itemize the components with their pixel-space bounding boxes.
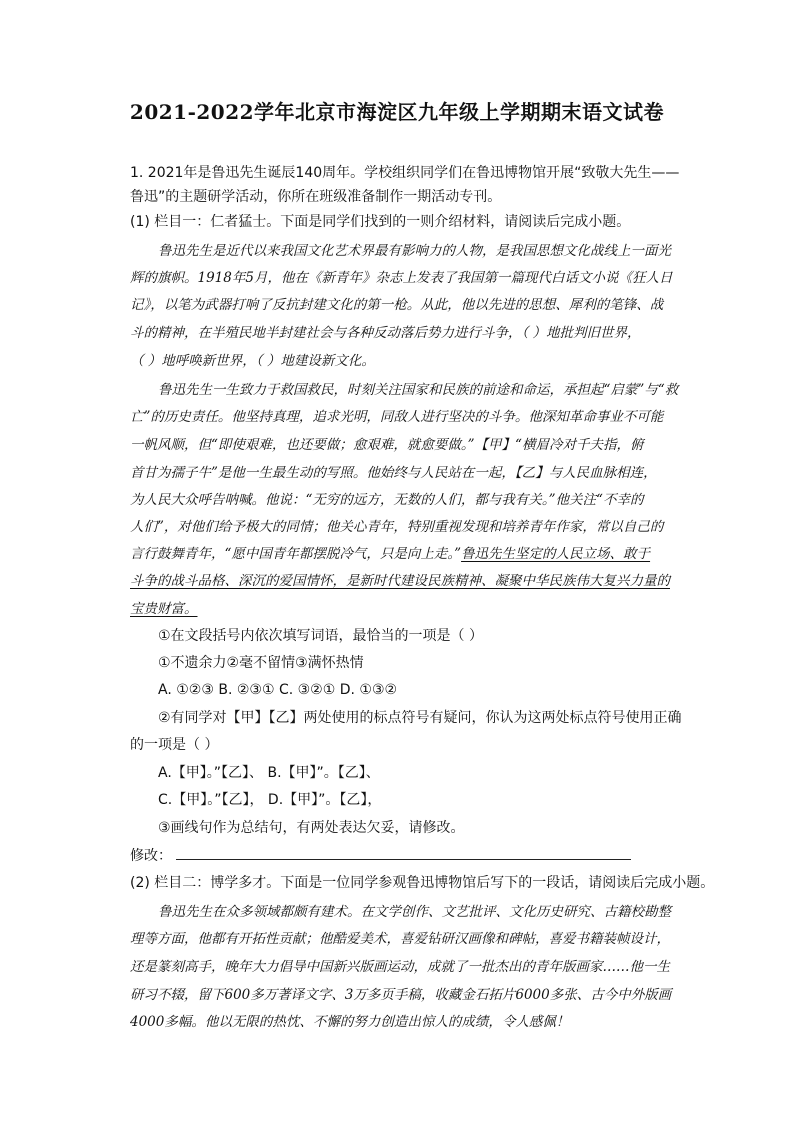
- passage1-line: （ ）地呼唤新世界，（ ）地建设新文化。: [130, 353, 375, 369]
- passage3-line: 还是篆刻高手，晚年大力倡导中国新兴版画运动，成就了一批杰出的青年版画家……他一生: [130, 959, 670, 975]
- passage2-line: [130, 543, 650, 565]
- page-title: 2021-2022学年北京市海淀区九年级上学期期末语文试卷: [129, 100, 665, 124]
- passage1-line: 记》，以笔为武器打响了反抗封建文化的第一枪。从此，他以先进的思想、犀利的笔锋、战: [130, 297, 664, 313]
- sub1-question: ①在文段括号内依次填写词语，最恰当的一项是（ ）: [158, 628, 483, 644]
- sub1-options: A. ①②③ B. ②③① C. ③②① D. ①③②: [158, 682, 398, 698]
- sub2-question-line-2: 的一项是（ ）: [130, 737, 219, 753]
- q1-intro-line-1: 1. 2021年是鲁迅先生诞辰140周年。学校组织同学们在鲁迅博物馆开展“致敬大先生——: [130, 165, 680, 181]
- passage3-line: 鲁迅先生在众多领域都颇有建术。在文学创作、文艺批评、文化历史研究、古籍校勘整: [158, 904, 671, 920]
- passage2-line: 亡”的历史责任。他坚持真理，追求光明，同敌人进行坚决的斗争。他深知革命事业不可能: [130, 409, 664, 425]
- sub2-options-ab: A.【甲】。”【乙】、 B.【甲】”。【乙】、: [158, 765, 380, 781]
- q1-intro-line-2: 鲁迅”的主题研学活动，你所在班级准备制作一期活动专刊。: [130, 189, 502, 205]
- passage2-text: 言行鼓舞青年，“愿中国青年都摆脱冷气，只是向上走。”: [130, 546, 462, 562]
- passage1-line: 辉的旗帜。1918年5月，他在《新青年》杂志上发表了我国第一篇现代白话文小说《狂人日: [130, 270, 673, 286]
- passage3-line: 研习不辍，留下600多万著译文字、3万多页手稿，收藏金石拓片6000多张、古今中外版画: [130, 987, 672, 1003]
- passage2-line: 为人民大众呼告呐喊。他说：“无穷的远方，无数的人们，都与我有关。”他关注“不幸的: [130, 492, 644, 508]
- part1-heading: (1) 栏目一：仁者猛士。下面是同学们找到的一则介绍材料，请阅读后完成小题。: [130, 214, 631, 230]
- passage2-line: 首甘为孺子牛”是他一生最生动的写照。他始终与人民站在一起，【乙】与人民血脉相连，: [130, 465, 657, 481]
- underlined-sentence-part: 宝贵财富。: [130, 601, 198, 617]
- underlined-sentence-part: 鲁迅先生坚定的人民立场、敢于: [461, 546, 651, 562]
- part2-heading: (2) 栏目二：博学多才。下面是一位同学参观鲁迅博物馆后写下的一段话，请阅读后完成小题。: [130, 875, 715, 891]
- passage3-line: 4000多幅。他以无限的热忱、不懈的努力创造出惊人的成绩，令人感佩！: [130, 1014, 570, 1030]
- sub1-word-list: ①不遗余力②毫不留情③满怀热情: [158, 655, 364, 671]
- revise-line: [130, 845, 631, 867]
- sub2-question-line-1: ②有同学对【甲】【乙】两处使用的标点符号有疑问，你认为这两处标点符号使用正确: [158, 710, 682, 726]
- underlined-sentence-part: 斗争的战斗品格、深沉的爱国情怀，是新时代建设民族精神、凝聚中华民族伟大复兴力量的: [130, 573, 670, 589]
- revise-label: 修改：: [130, 848, 172, 864]
- passage2-line: 鲁迅先生一生致力于救国救民，时刻关注国家和民族的前途和命运，承担起“启蒙”与“救: [158, 382, 679, 398]
- passage1-line: 斗的精神，在半殖民地半封建社会与各种反动落后势力进行斗争，（ ）地批判旧世界，: [130, 325, 641, 341]
- sub2-options-cd: C.【甲】。”【乙】， D.【甲】”。【乙】，: [158, 792, 382, 808]
- passage2-line: 一帆风顺，但“即使艰难，也还要做；愈艰难，就愈要做。”【甲】“横眉冷对千夫指，俯: [130, 437, 644, 453]
- sub3-question: ③画线句作为总结句，有两处表达欠妥，请修改。: [158, 820, 465, 836]
- passage1-line: 鲁迅先生是近代以来我国文化艺术界最有影响力的人物，是我国思想文化战线上一面光: [158, 243, 671, 259]
- answer-blank[interactable]: [176, 845, 631, 860]
- passage3-line: 理等方面，他都有开拓性贡献；他酷爱美术，喜爱钻研汉画像和碑帖，喜爱书籍装帧设计，: [130, 931, 670, 947]
- passage2-line: 人们”，对他们给予极大的同情；他关心青年，特别重视发现和培养青年作家，常以自己的: [130, 519, 664, 535]
